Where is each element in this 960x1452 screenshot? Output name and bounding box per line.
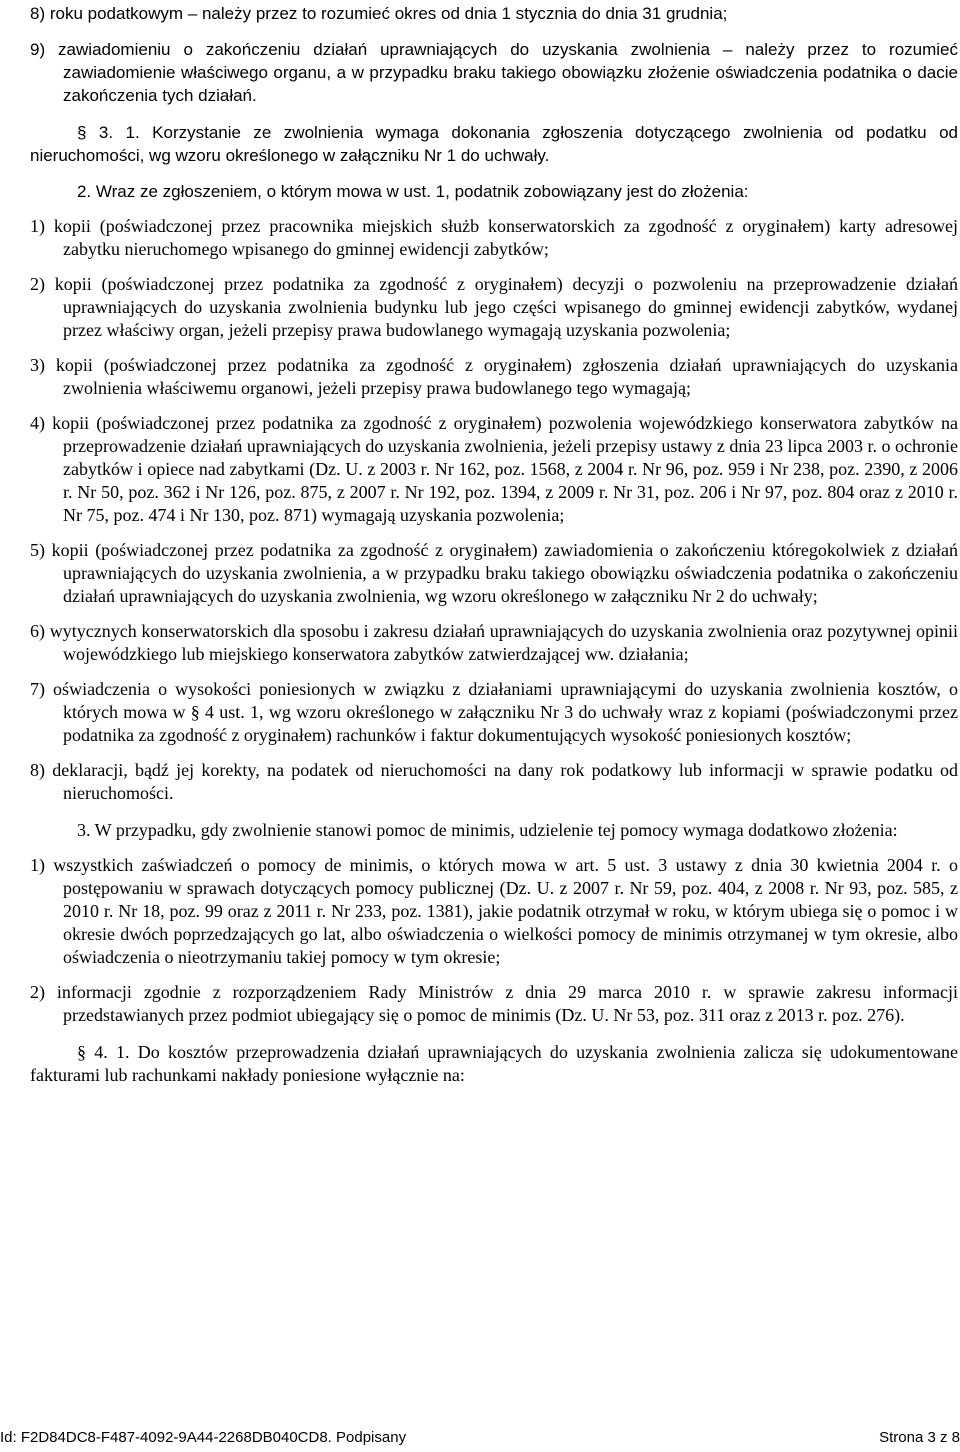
page-footer xyxy=(0,1425,960,1449)
list-item: 1) wszystkich zaświadczeń o pomocy de minimis, o których mowa w art. 5 ust. 3 ustawy z dnia 30 kwietnia 2004 r. o postępowaniu w sprawach dotyczących pomocy publicznej (Dz. U. z 2007 r. Nr 59, poz. 404, z 2008 r. Nr 93, poz. 585, z 2010 r. Nr 18, poz. 99 oraz z 2011 r. Nr 233, poz. 1381), jakie podatnik otrzymał w roku, w którym ubiega się o pomoc i w okresie dwóch poprzedzających go lat, albo oświadczenia o wielkości pomocy de minimis otrzymanej w tym okresie, albo oświadczenia o nieotrzymaniu takiej pomocy w tym okresie; xyxy=(30,855,958,967)
list-item: 5) kopii (poświadczonej przez podatnika za zgodność z oryginałem) zawiadomienia o zakończeniu któregokolwiek z działań uprawniających do uzyskania zwolnienia, a w przypadku braku takiego obowiązku oświadczenia podatnika o zakończeniu działań uprawniających do uzyskania zwolnienia, wg wzoru określonego w załączniku Nr 2 do uchwały; xyxy=(30,540,958,606)
list-item: 4) kopii (poświadczonej przez podatnika za zgodność z oryginałem) pozwolenia wojewódzkiego konserwatora zabytków na przeprowadzenie działań uprawniających do uzyskania zwolnienia, jeżeli przepisy ustawy z dnia 23 lipca 2003 r. o ochronie zabytków i opiece nad zabytkami (Dz. U. z 2003 r. Nr 162, poz. 1568, z 2004 r. Nr 96, poz. 959 i Nr 238, poz. 2390, z 2006 r. Nr 50, poz. 362 i Nr 126, poz. 875, z 2007 r. Nr 192, poz. 1394, z 2009 r. Nr 31, poz. 206 i Nr 97, poz. 804 oraz z 2010 r. Nr 75, poz. 474 i Nr 130, poz. 871) wymagają uzyskania pozwolenia; xyxy=(30,413,958,525)
paragraph-4-1: § 4. 1. Do kosztów przeprowadzenia działań uprawniających do uzyskania zwolnienia zalicza się udokumentowane fakturami lub rachunkami nakłady poniesione wyłącznie na: xyxy=(30,1042,958,1085)
list-item: 8) deklaracji, bądź jej korekty, na podatek od nieruchomości na dany rok podatkowy lub informacji w sprawie podatku od nieruchomości. xyxy=(30,760,958,803)
list-item: 3) kopii (poświadczonej przez podatnika za zgodność z oryginałem) zgłoszenia działań uprawniających do uzyskania zwolnienia właściwemu organowi, jeżeli przepisy prawa budowlanego tego wymagają; xyxy=(30,355,958,398)
paragraph-3-1: § 3. 1. Korzystanie ze zwolnienia wymaga dokonania zgłoszenia dotyczącego zwolnienia od podatku od nieruchomości, wg wzoru określonego w załączniku Nr 1 do uchwały. xyxy=(30,123,958,165)
definition-item-9: 9) zawiadomieniu o zakończeniu działań uprawniających do uzyskania zwolnienia – należy przez to rozumieć zawiadomienie właściwego organu, a w przypadku braku takiego obowiązku złożenie oświadczenia podatnika o dacie zakończenia tych działań. xyxy=(30,40,958,105)
page-number: Strona 3 z 8 xyxy=(879,1429,960,1446)
list-item: 2) informacji zgodnie z rozporządzeniem Rady Ministrów z dnia 29 marca 2010 r. w sprawie zakresu informacji przedstawianych przez podmiot ubiegający się o pomoc de minimis (Dz. U. Nr 53, poz. 311 oraz z 2013 r. poz. 276). xyxy=(30,982,958,1025)
list-item: 1) kopii (poświadczonej przez pracownika miejskich służb konserwatorskich za zgodność z oryginałem) karty adresowej zabytku nieruchomego wpisanego do gminnej ewidencji zabytków; xyxy=(30,216,958,259)
document-id: Id: F2D84DC8-F487-4092-9A44-2268DB040CD8. Podpisany xyxy=(0,1429,407,1446)
document-body xyxy=(30,0,958,1087)
list-item: 2) kopii (poświadczonej przez podatnika za zgodność z oryginałem) decyzji o pozwoleniu na przeprowadzenie działań uprawniających do uzyskania zwolnienia budynku lub jego części wpisanego do gminnej ewidencji zabytków, wydanej przez właściwy organ, jeżeli przepisy prawa budowlanego wymagają uzyskania pozwolenia; xyxy=(30,274,958,340)
list-item: 7) oświadczenia o wysokości poniesionych w związku z działaniami uprawniającymi do uzyskania zwolnienia kosztów, o których mowa w § 4 ust. 1, wg wzoru określonego w załączniku Nr 3 do uchwały wraz z kopiami (poświadczonymi przez podatnika za zgodność z oryginałem) rachunków i faktur dokumentujących wysokość poniesionych kosztów; xyxy=(30,679,958,745)
paragraph-3-2: 2. Wraz ze zgłoszeniem, o którym mowa w ust. 1, podatnik zobowiązany jest do złożenia: xyxy=(77,182,749,201)
list-item: 6) wytycznych konserwatorskich dla sposobu i zakresu działań uprawniających do uzyskania zwolnienia oraz pozytywnej opinii wojewódzkiego lub miejskiego konserwatora zabytków zatwierdzającej ww. działania; xyxy=(30,621,958,664)
definition-item-8: 8) roku podatkowym – należy przez to rozumieć okres od dnia 1 stycznia do dnia 31 grudnia; xyxy=(30,4,728,23)
paragraph-3-3: 3. W przypadku, gdy zwolnienie stanowi pomoc de minimis, udzielenie tej pomocy wymaga dodatkowo złożenia: xyxy=(77,820,898,840)
